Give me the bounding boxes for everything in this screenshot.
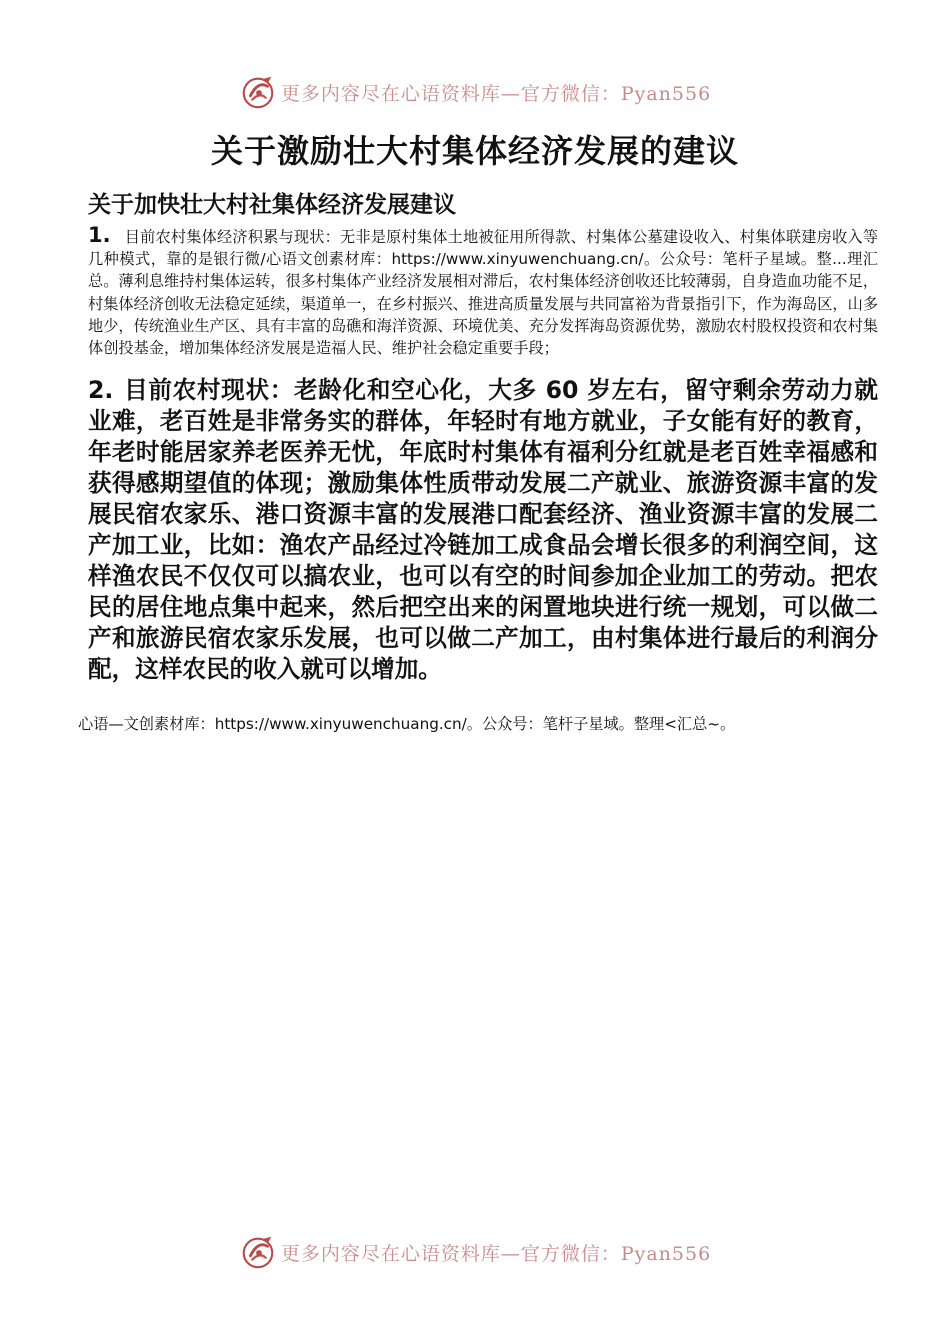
footer-banner — [0, 1232, 950, 1272]
paragraph-2-number: 2. — [88, 376, 114, 404]
paragraph-1-number: 1. — [88, 223, 111, 247]
brand-logo-icon — [239, 1233, 277, 1271]
section-heading: 关于加快壮大村社集体经济发展建议 — [88, 192, 456, 218]
banner-text: 更多内容尽在心语资料库—官方微信：Pyan556 — [280, 1242, 712, 1265]
brand-logo-icon — [239, 73, 277, 111]
page-title: 关于激励壮大村集体经济发展的建议 — [210, 132, 739, 170]
paragraph-2-text: 目前农村现状：老龄化和空心化，大多 60 岁左右，留守剩余劳动力就业难，老百姓是非常务实的群体，年轻时有地方就业，子女能有好的教育，年老时能居家养老医养无忧，年底时村集体有福利分红就是老百姓幸福感和获得感期望值的体现；激励集体性质带动发展二产就业、旅游资源丰富的发展民宿农家乐、港口资源丰富的发展港口配套经济、渔业资源丰富的发展二产加工业，比如：渔农产品经过冷链加工成食品会增长很多的利润空间，这样渔农民不仅仅可以搞农业，也可以有空的时间参加企业加工的劳动。把农民的居住地点集中起来，然后把空出来的闲置地块进行统一规划，可以做二产和旅游民宿农家乐发展，也可以做二产加工，由村集体进行最后的利润分配，这样农民的收入就可以增加。 — [88, 376, 878, 683]
paragraph-1-text: 目前农村集体经济积累与现状：无非是原村集体土地被征用所得款、村集体公墓建设收入、村集体联建房收入等几种模式，靠的是银行微/心语文创素材库：https://www.xinyuwenchuang.cn/。公众号：笔杆子星域。整...理汇总。薄利息维持村集体运转，很多村集体产业经济发展相对滞后，农村集体经济创收还比较薄弱，自身造血功能不足，村集体经济创收无法稳定延续，渠道单一，在乡村振兴、推进高质量发展与共同富裕为背景指引下，作为海岛区，山多地少，传统渔业生产区、具有丰富的岛礁和海洋资源、环境优美、充分发挥海岛资源优势，激励农村股权投资和农村集体创投基金，增加集体经济发展是造福人民、维护社会稳定重要手段； — [88, 228, 878, 358]
paragraph-2 — [88, 375, 878, 685]
source-note: 心语—文创素材库：https://www.xinyuwenchuang.cn/。公众号：笔杆子星域。整理<汇总~。 — [78, 715, 736, 733]
header-banner — [0, 72, 950, 112]
paragraph-1 — [88, 224, 878, 359]
banner-text: 更多内容尽在心语资料库—官方微信：Pyan556 — [280, 82, 712, 105]
